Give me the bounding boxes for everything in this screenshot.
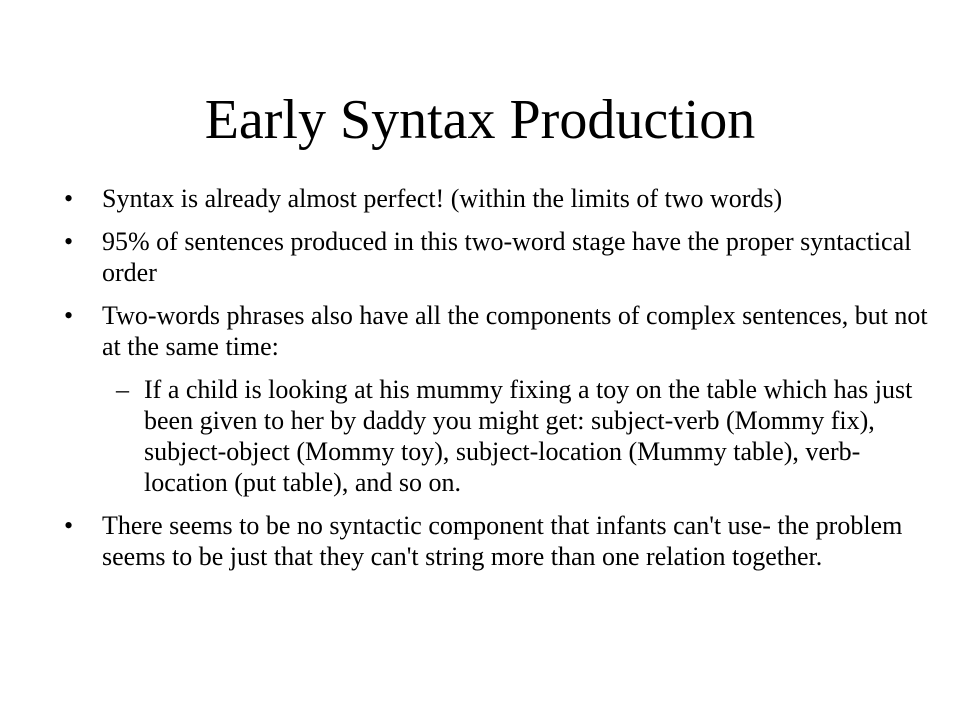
bullet-text: 95% of sentences produced in this two-word stage have the proper syntactical order (102, 227, 912, 287)
bullet-marker: • (64, 227, 74, 256)
sub-bullet-text: If a child is looking at his mummy fixing a toy on the table which has just been given to her by daddy you might get: subject-verb (Mommy fix), subject-object (Mommy toy), subject-location (Mummy table), verb-location (put table), and so on. (144, 375, 913, 497)
bullet-text: Two-words phrases also have all the components of complex sentences, but not at the same time: (102, 301, 928, 361)
bullet-item (64, 226, 934, 288)
slide-title: Early Syntax Production (204, 89, 756, 151)
bullet-marker: • (64, 511, 74, 540)
bullet-item (64, 510, 934, 572)
bullet-marker: • (64, 301, 74, 330)
sub-bullet-marker: – (116, 375, 129, 404)
bullet-text: There seems to be no syntactic component that infants can't use- the problem seems to be just that they can't string more than one relation together. (102, 511, 903, 571)
sub-bullet-item (64, 374, 934, 498)
bullet-item (64, 183, 934, 214)
slide-body (64, 183, 934, 584)
bullet-marker: • (64, 184, 74, 213)
bullet-item (64, 300, 934, 362)
bullet-text: Syntax is already almost perfect! (within the limits of two words) (102, 184, 783, 213)
